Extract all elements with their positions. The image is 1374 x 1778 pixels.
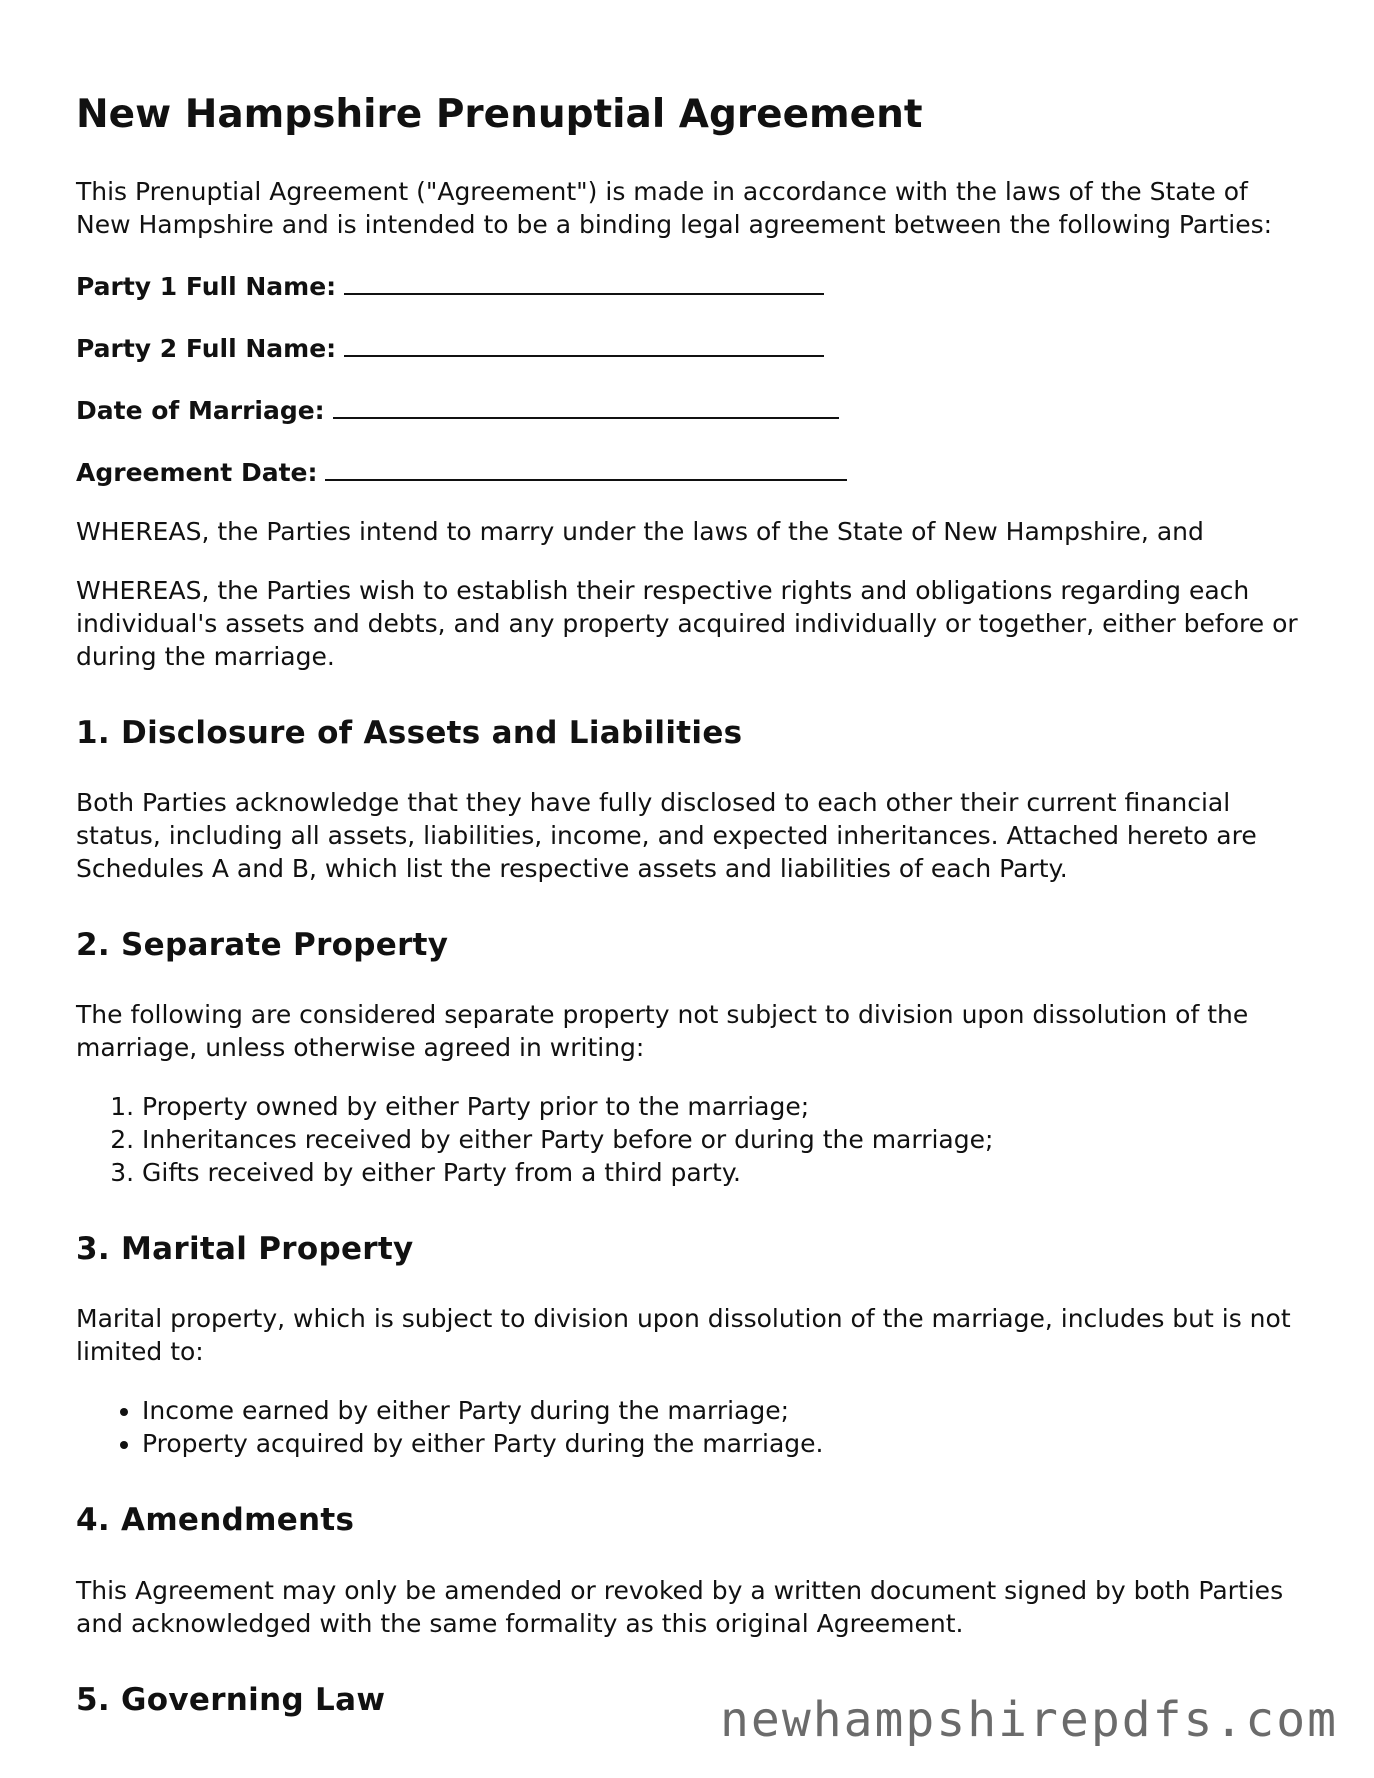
field-label: Party 1 Full Name: [76, 271, 337, 301]
date-of-marriage-field[interactable] [76, 391, 1306, 427]
document-title: New Hampshire Prenuptial Agreement [76, 92, 923, 137]
list-item: 1. Property owned by either Party prior to the marriage; [142, 1090, 1306, 1123]
fill-in-line[interactable] [344, 267, 824, 295]
whereas-clause-1: WHEREAS, the Parties intend to marry under the laws of the State of New Hampshire, and [76, 516, 1204, 546]
fill-in-line[interactable] [344, 329, 824, 357]
section-text-marital-property: Marital property, which is subject to division upon dissolution of the marriage, includes but is not limited to: [76, 1304, 1291, 1367]
section-heading-separate-property: 2. Separate Property [76, 926, 449, 963]
section-text-amendments: This Agreement may only be amended or revoked by a written document signed by both Parties and acknowledged with the same formality as this original Agreement. [76, 1575, 1284, 1638]
field-label: Party 2 Full Name: [76, 333, 337, 363]
fill-in-line[interactable] [325, 453, 847, 481]
section-text-disclosure: Both Parties acknowledge that they have fully disclosed to each other their current financial status, including all assets, liabilities, income, and expected inheritances. Attached hereto are Schedules A and B, which list the respective assets and liabilities of each Party. [76, 787, 1257, 883]
section-heading-marital-property: 3. Marital Property [76, 1231, 414, 1268]
agreement-date-field[interactable] [76, 453, 1306, 489]
intro-paragraph: This Prenuptial Agreement ("Agreement") is made in accordance with the laws of the State of New Hampshire and is intended to be a binding legal agreement between the following Parties: [76, 176, 1273, 239]
site-watermark: newhampshirepdfs.com [720, 1692, 1338, 1748]
section-text-separate-property: The following are considered separate property not subject to division upon dissolution of the marriage, unless otherwise agreed in writing: [76, 1000, 1249, 1063]
party-1-name-field[interactable] [76, 267, 1306, 303]
document-page [76, 92, 1306, 1753]
whereas-clause-2: WHEREAS, the Parties wish to establish their respective rights and obligations regarding each individual's assets and debts, and any property acquired individually or together, either before or during the marriage. [76, 575, 1298, 671]
list-item: • Property acquired by either Party during the marriage. [142, 1427, 1306, 1460]
section-heading-amendments: 4. Amendments [76, 1502, 355, 1539]
section-heading-governing-law: 5. Governing Law [76, 1681, 386, 1718]
separate-property-list [76, 1090, 1306, 1189]
party-2-name-field[interactable] [76, 329, 1306, 365]
list-item: 2. Inheritances received by either Party before or during the marriage; [142, 1123, 1306, 1156]
field-label: Agreement Date: [76, 457, 318, 487]
list-item: • Income earned by either Party during the marriage; [142, 1394, 1306, 1427]
field-label: Date of Marriage: [76, 395, 325, 425]
section-heading-disclosure: 1. Disclosure of Assets and Liabilities [76, 714, 743, 751]
list-item: 3. Gifts received by either Party from a third party. [142, 1156, 1306, 1189]
marital-property-list [76, 1394, 1306, 1460]
fill-in-line[interactable] [333, 391, 839, 419]
